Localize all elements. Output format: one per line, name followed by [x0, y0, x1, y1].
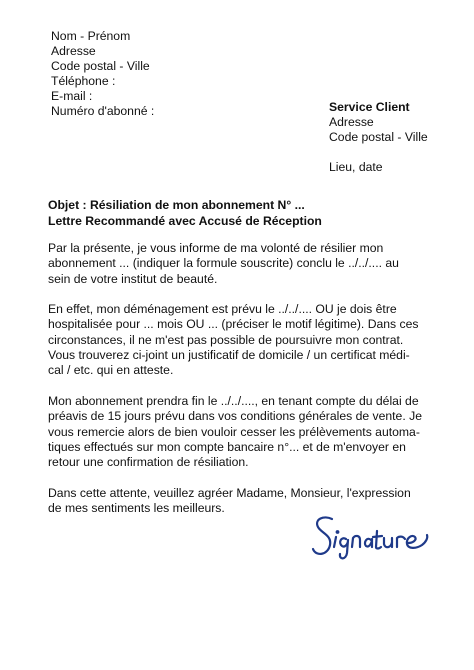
text-line: Mon abonnement prendra fin le ../../...., en tenant compte du délai de	[48, 393, 419, 408]
spacer	[329, 145, 428, 160]
text-line: vous remercie alors de bien vouloir cesser les prélèvements automa-	[48, 424, 420, 439]
registered-mail-line: Lettre Recommandé avec Accusé de Réception	[48, 213, 322, 228]
text-line: préavis de 15 jours prévu dans vos conditions générales de vente. Je	[48, 409, 422, 424]
text-line: abonnement ... (indiquer la formule souscrite) conclu le ../../.... au	[48, 256, 399, 271]
text-line: En effet, mon déménagement est prévu le ../../.... OU je dois être	[48, 302, 397, 317]
place-date: Lieu, date	[329, 160, 383, 174]
text-line: Vous trouverez ci-joint un justificatif de domicile / un certificat médi-	[48, 348, 410, 363]
handwritten-signature	[310, 513, 430, 563]
sender-name: Nom - Prénom	[51, 29, 131, 43]
paragraph-end-date	[48, 394, 433, 470]
text-line: Dans cette attente, veuillez agréer Madame, Monsieur, l'expression	[48, 485, 411, 500]
text-line: tiques effectués sur mon compte bancaire n°... et de m'envoyer en	[48, 439, 406, 454]
sender-subscriber-number: Numéro d'abonné :	[51, 104, 155, 118]
paragraph-closing	[48, 486, 433, 517]
subject-line: Objet : Résiliation de mon abonnement N° ...	[48, 198, 305, 212]
subject-block	[48, 198, 322, 229]
recipient-block	[329, 100, 428, 175]
sender-city: Code postal - Ville	[51, 59, 150, 73]
text-line: Par la présente, je vous informe de ma volonté de résilier mon	[48, 241, 384, 255]
text-line: cal / etc. qui en atteste.	[48, 363, 174, 378]
recipient-city: Code postal - Ville	[329, 130, 428, 144]
text-line: circonstances, il ne m'est pas possible de poursuivre mon contrat.	[48, 332, 404, 347]
paragraph-reason	[48, 302, 433, 378]
sender-address: Adresse	[51, 44, 96, 58]
text-line: hospitalisée pour ... mois OU ... (préciser le motif légitime). Dans ces	[48, 317, 419, 332]
text-line: retour une confirmation de résiliation.	[48, 455, 249, 470]
recipient-address: Adresse	[329, 115, 374, 129]
text-line: sein de votre institut de beauté.	[48, 271, 218, 286]
letter-body	[48, 241, 433, 532]
paragraph-intro	[48, 241, 433, 287]
sender-phone: Téléphone :	[51, 74, 116, 88]
recipient-name: Service Client	[329, 100, 410, 114]
sender-block	[51, 29, 154, 119]
text-line: de mes sentiments les meilleurs.	[48, 501, 225, 516]
sender-email: E-mail :	[51, 89, 93, 103]
